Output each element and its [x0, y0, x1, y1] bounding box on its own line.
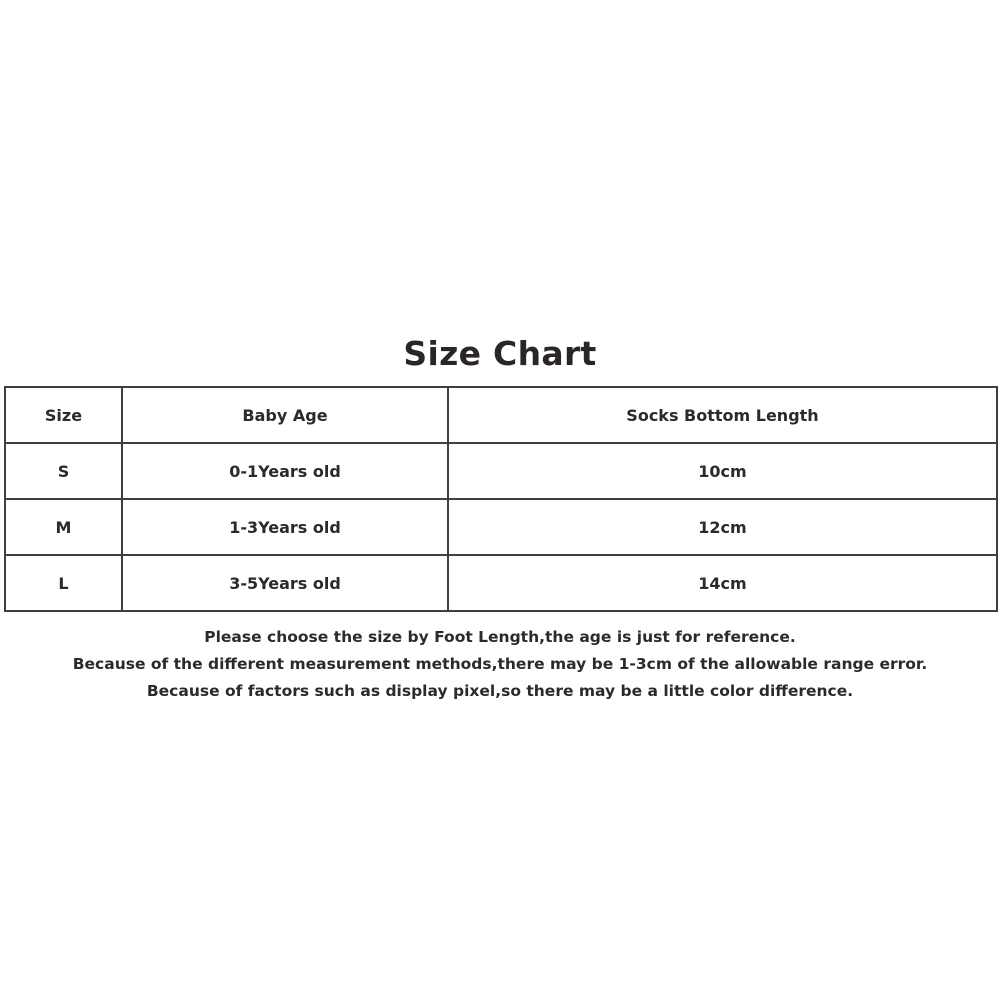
cell-size: S	[5, 443, 122, 499]
cell-length: 14cm	[448, 555, 997, 611]
cell-baby-age: 1-3Years old	[122, 499, 448, 555]
size-chart-table	[4, 386, 998, 612]
note-measurement-error: Because of the different measurement methods,there may be 1-3cm of the allowable range error.	[72, 655, 928, 673]
header-size: Size	[5, 387, 122, 443]
table-row	[5, 499, 997, 555]
cell-size: M	[5, 499, 122, 555]
cell-baby-age: 3-5Years old	[122, 555, 448, 611]
note-foot-length: Please choose the size by Foot Length,the age is just for reference.	[204, 628, 796, 646]
table-row	[5, 555, 997, 611]
table-header-row	[5, 387, 997, 443]
table-row	[5, 443, 997, 499]
cell-length: 12cm	[448, 499, 997, 555]
cell-size: L	[5, 555, 122, 611]
cell-baby-age: 0-1Years old	[122, 443, 448, 499]
header-baby-age: Baby Age	[122, 387, 448, 443]
page-title: Size Chart	[403, 334, 597, 373]
note-color-difference: Because of factors such as display pixel,so there may be a little color difference.	[146, 682, 854, 700]
size-notes	[0, 624, 1000, 705]
header-socks-bottom-length: Socks Bottom Length	[448, 387, 997, 443]
cell-length: 10cm	[448, 443, 997, 499]
